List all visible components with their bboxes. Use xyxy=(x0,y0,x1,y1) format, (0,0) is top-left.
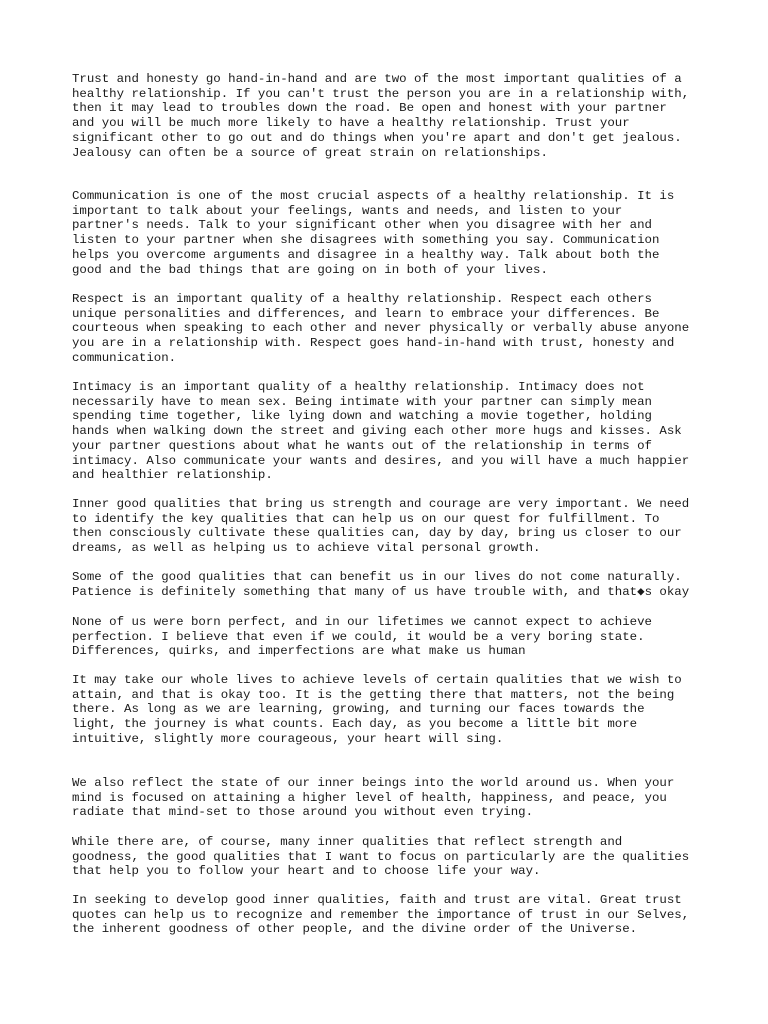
paragraph-respect: Respect is an important quality of a healthy relationship. Respect each others unique personalities and differences, and learn to embrace your differences. Be courteous when speaking to each other and never physically or verbally abuse anyone you are in a relationship with. Respect goes hand-in-hand with trust, honesty and communication. xyxy=(72,292,690,365)
paragraph-intimacy: Intimacy is an important quality of a healthy relationship. Intimacy does not necessarily have to mean sex. Being intimate with your partner can simply mean spending time together, like lying down and watching a movie together, holding hands when walking down the street and giving each other more hugs and kisses. Ask your partner questions about what he wants out of the relationship in terms of intimacy. Also communicate your wants and desires, and you will have a much happier and healthier relationship. xyxy=(72,380,690,483)
paragraph-communication: Communication is one of the most crucial aspects of a healthy relationship. It is important to talk about your feelings, wants and needs, and listen to your partner's needs. Talk to your significant other when you disagree with her and listen to your partner when she disagrees with something you say. Communication helps you overcome arguments and disagree in a healthy way. Talk about both the good and the bad things that are going on in both of your lives. xyxy=(72,189,675,277)
paragraph-inner-qualities: Inner good qualities that bring us strength and courage are very important. We need to identify the key qualities that can help us on our quest for fulfillment. To then consciously cultivate these qualities can, day by day, bring us closer to our dreams, as well as helping us to achieve vital personal growth. xyxy=(72,497,690,556)
paragraph-patience: Some of the good qualities that can benefit us in our lives do not come naturally. Patience is definitely something that many of us have trouble with, and that◆s okay xyxy=(72,570,690,599)
paragraph-imperfection: None of us were born perfect, and in our lifetimes we cannot expect to achieve perfection. I believe that even if we could, it would be a very boring state. Differences, quirks, and imperfections are what make us human xyxy=(72,615,652,659)
paragraph-journey: It may take our whole lives to achieve levels of certain qualities that we wish to attain, and that is okay too. It is the getting there that matters, not the being there. As long as we are learning, growing, and turning our faces towards the light, the journey is what counts. Each day, as you become a little bit more intuitive, slightly more courageous, your heart will sing. xyxy=(72,673,682,746)
paragraph-trust-honesty: Trust and honesty go hand-in-hand and are two of the most important qualities of a healthy relationship. If you can't trust the person you are in a relationship with, then it may lead to troubles down the road. Be open and honest with your partner and you will be much more likely to have a healthy relationship. Trust your significant other to go out and do things when you're apart and don't get jealous. Jealousy can often be a source of great strain on relationships. xyxy=(72,72,690,160)
paragraph-reflection: We also reflect the state of our inner beings into the world around us. When your mind is focused on attaining a higher level of health, happiness, and peace, you radiate that mind-set to those around you without even trying. xyxy=(72,776,675,820)
paragraph-faith-trust: In seeking to develop good inner qualities, faith and trust are vital. Great trust quotes can help us to recognize and remember the importance of trust in our Selves, the inherent goodness of other people, and the divine order of the Universe. xyxy=(72,893,690,937)
paragraph-follow-heart: While there are, of course, many inner qualities that reflect strength and goodness, the good qualities that I want to focus on particularly are the qualities that help you to follow your heart and to choose life your way. xyxy=(72,835,690,879)
